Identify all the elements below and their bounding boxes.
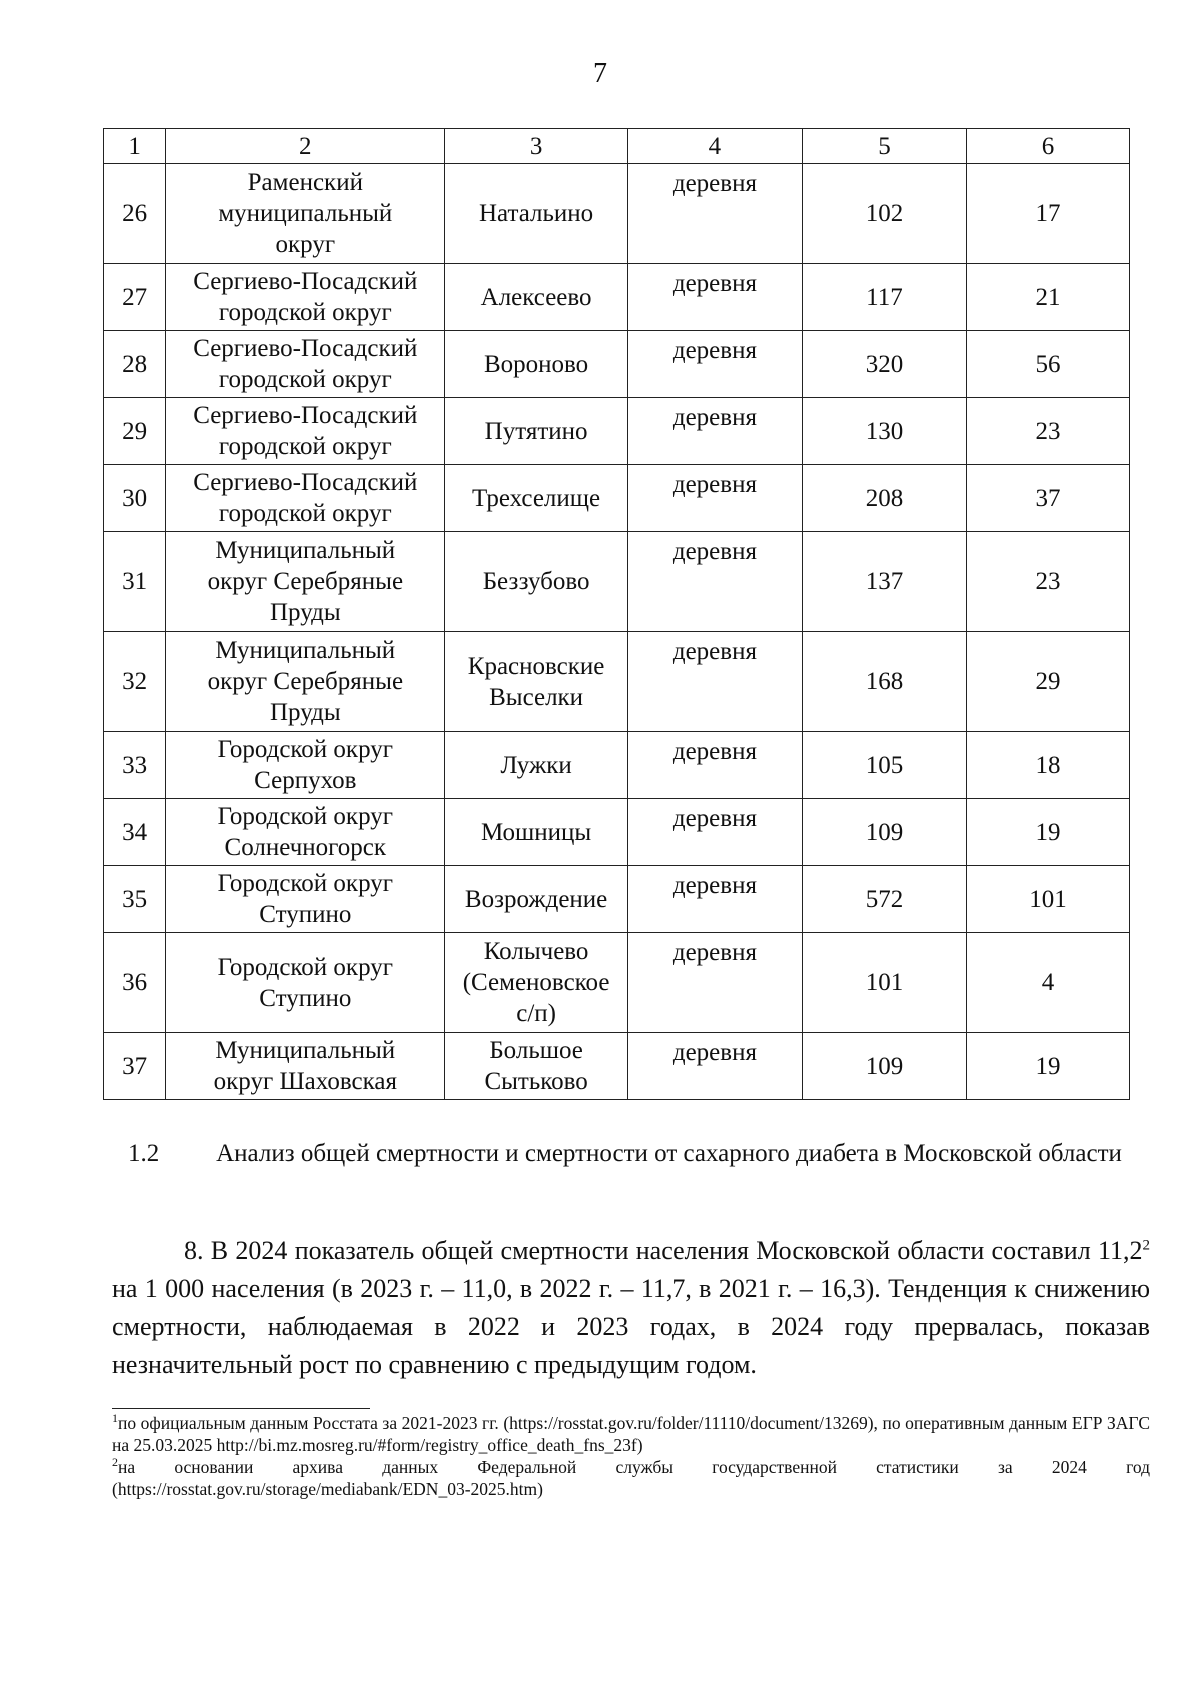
locality-cell <box>445 398 628 465</box>
footnote-divider <box>112 1408 370 1409</box>
footnote-mark: 1 <box>112 1411 118 1426</box>
locality-line: Путятино <box>484 417 588 445</box>
district-line: округ Серебряные <box>207 668 404 695</box>
table-row <box>104 799 1130 866</box>
value-cell-5: 130 <box>802 398 966 465</box>
row-number-cell: 31 <box>104 532 166 632</box>
value-cell-6: 37 <box>966 465 1129 532</box>
locality-type-cell: деревня <box>627 933 802 1033</box>
district-line: Пруды <box>269 699 341 726</box>
locality-type-cell: деревня <box>627 632 802 732</box>
table-row <box>104 732 1130 799</box>
district-cell <box>166 398 445 465</box>
body-paragraph <box>112 1232 1150 1384</box>
value-cell-6: 21 <box>966 264 1129 331</box>
table-row <box>104 933 1130 1033</box>
section-number: 1.2 <box>128 1140 160 1167</box>
value-cell-5: 101 <box>802 933 966 1033</box>
value-cell-6: 101 <box>966 866 1129 933</box>
locality-line: Большое <box>489 1037 583 1064</box>
district-line: Пруды <box>269 599 341 626</box>
row-number-cell: 36 <box>104 933 166 1033</box>
header-cell: 6 <box>966 129 1129 164</box>
value-cell-6: 29 <box>966 632 1129 732</box>
locality-line: Красновские <box>467 652 605 680</box>
locality-cell <box>445 933 628 1033</box>
district-line: округ Шаховская <box>213 1068 397 1095</box>
table-body <box>104 129 1130 1100</box>
section-title: Анализ общей смертности и смертности от сахарного диабета в Московской области <box>216 1140 1122 1167</box>
district-line: Сергиево-Посадский <box>193 335 418 362</box>
row-number-cell: 33 <box>104 732 166 799</box>
district-line: Городской округ <box>217 870 394 897</box>
value-cell-5: 109 <box>802 1033 966 1100</box>
footnote-ref: 2 <box>1142 1237 1150 1254</box>
district-line: Городской округ <box>217 803 394 830</box>
section-heading <box>128 1137 1133 1170</box>
locality-cell <box>445 465 628 532</box>
locality-cell <box>445 331 628 398</box>
value-cell-5: 168 <box>802 632 966 732</box>
district-line: Ступино <box>259 901 352 928</box>
district-line: Сергиево-Посадский <box>193 402 418 429</box>
value-cell-5: 117 <box>802 264 966 331</box>
locality-type-cell: деревня <box>627 799 802 866</box>
table-row <box>104 866 1130 933</box>
table-row <box>104 164 1130 264</box>
value-cell-5: 137 <box>802 532 966 632</box>
locality-line: Натальино <box>479 200 594 227</box>
district-line: Муниципальный <box>215 637 396 664</box>
locality-line: Сытьково <box>484 1068 588 1095</box>
row-number-cell: 30 <box>104 465 166 532</box>
value-cell-6: 19 <box>966 799 1129 866</box>
district-line: городской округ <box>218 433 392 460</box>
district-line: Раменский <box>247 169 363 196</box>
localities-table <box>103 128 1130 1100</box>
district-cell <box>166 1033 445 1100</box>
row-number-cell: 37 <box>104 1033 166 1100</box>
district-cell <box>166 933 445 1033</box>
locality-type-cell: деревня <box>627 732 802 799</box>
district-cell <box>166 732 445 799</box>
header-cell: 4 <box>627 129 802 164</box>
district-line: Солнечногорск <box>224 834 387 861</box>
locality-line: Алексеево <box>480 283 592 311</box>
row-number-cell: 26 <box>104 164 166 264</box>
row-number-cell: 29 <box>104 398 166 465</box>
page-number: 7 <box>593 58 607 89</box>
table-row <box>104 632 1130 732</box>
value-cell-6: 23 <box>966 398 1129 465</box>
locality-cell <box>445 164 628 264</box>
locality-cell <box>445 532 628 632</box>
footnote <box>112 1412 1150 1456</box>
locality-line: Колычево <box>483 938 589 965</box>
paragraph-text: на 1 000 населения (в 2023 г. – 11,0, в 2022 г. – 11,7, в 2021 г. – 16,3). Тенденция к снижению смертности, наблюдаемая в 2022 и 2023 годах, в 2024 году прервалась, показав незначительный рост по сравнению с предыдущим годом. <box>112 1274 1150 1379</box>
locality-line: Лужки <box>500 751 572 779</box>
district-cell <box>166 331 445 398</box>
district-cell <box>166 465 445 532</box>
locality-type-cell: деревня <box>627 264 802 331</box>
row-number-cell: 27 <box>104 264 166 331</box>
district-cell <box>166 264 445 331</box>
district-line: Муниципальный <box>215 1037 396 1064</box>
footnote-text: по официальным данным Росстата за 2021-2023 гг. (https://rosstat.gov.ru/folder/11110/document/13269), по оперативным данным ЕГР ЗАГС на 25.03.2025 http://bi.mz.mosreg.ru/#form/registry_office_death_fns_23f) <box>112 1413 1150 1455</box>
district-line: Ступино <box>259 984 352 1012</box>
value-cell-5: 105 <box>802 732 966 799</box>
district-line: Сергиево-Посадский <box>193 268 418 295</box>
table-row <box>104 1033 1130 1100</box>
locality-line: Беззубово <box>482 568 590 595</box>
footnote-text: на основании архива данных Федеральной службы государственной статистики за 2024 год (https://rosstat.gov.ru/storage/mediabank/EDN_03-2025.htm) <box>112 1457 1150 1499</box>
value-cell-6: 56 <box>966 331 1129 398</box>
table-row <box>104 465 1130 532</box>
district-cell <box>166 632 445 732</box>
value-cell-6: 18 <box>966 732 1129 799</box>
value-cell-6: 4 <box>966 933 1129 1033</box>
value-cell-6: 23 <box>966 532 1129 632</box>
header-cell: 5 <box>802 129 966 164</box>
locality-cell <box>445 732 628 799</box>
district-line: городской округ <box>218 299 392 326</box>
district-line: городской округ <box>218 366 392 393</box>
locality-cell <box>445 1033 628 1100</box>
value-cell-5: 208 <box>802 465 966 532</box>
locality-type-cell: деревня <box>627 1033 802 1100</box>
row-number-cell: 28 <box>104 331 166 398</box>
locality-line: Мошницы <box>480 818 592 846</box>
locality-type-cell: деревня <box>627 465 802 532</box>
locality-line: Выселки <box>489 683 584 711</box>
locality-line: Возрождение <box>464 885 608 913</box>
table-row <box>104 398 1130 465</box>
locality-cell <box>445 866 628 933</box>
footnote-mark: 2 <box>112 1455 118 1470</box>
locality-line: с/п) <box>516 1000 556 1027</box>
locality-cell <box>445 799 628 866</box>
value-cell-6: 17 <box>966 164 1129 264</box>
row-number-cell: 32 <box>104 632 166 732</box>
locality-cell <box>445 632 628 732</box>
locality-cell <box>445 264 628 331</box>
district-line: Сергиево-Посадский <box>193 469 418 496</box>
paragraph-text: 8. В 2024 показатель общей смертности населения Московской области составил 11,2 <box>184 1236 1143 1265</box>
value-cell-5: 102 <box>802 164 966 264</box>
table-header-row <box>104 129 1130 164</box>
footnotes <box>112 1412 1150 1500</box>
district-cell <box>166 866 445 933</box>
district-cell <box>166 799 445 866</box>
locality-type-cell: деревня <box>627 331 802 398</box>
header-cell: 1 <box>104 129 166 164</box>
district-line: округ Серебряные <box>207 568 404 595</box>
row-number-cell: 35 <box>104 866 166 933</box>
header-cell: 3 <box>445 129 628 164</box>
footnote <box>112 1456 1150 1500</box>
table-row <box>104 264 1130 331</box>
district-line: Городской округ <box>217 953 394 981</box>
table-row <box>104 532 1130 632</box>
value-cell-5: 320 <box>802 331 966 398</box>
table-row <box>104 331 1130 398</box>
value-cell-5: 109 <box>802 799 966 866</box>
locality-type-cell: деревня <box>627 398 802 465</box>
district-cell <box>166 164 445 264</box>
district-line: округ <box>275 231 336 258</box>
district-line: муниципальный <box>218 200 393 227</box>
locality-line: (Семеновское <box>462 969 610 996</box>
locality-type-cell: деревня <box>627 532 802 632</box>
value-cell-6: 19 <box>966 1033 1129 1100</box>
district-line: городской округ <box>218 500 392 527</box>
row-number-cell: 34 <box>104 799 166 866</box>
locality-type-cell: деревня <box>627 866 802 933</box>
value-cell-5: 572 <box>802 866 966 933</box>
district-line: Городской округ <box>217 736 394 763</box>
locality-line: Трехселище <box>472 484 601 512</box>
district-line: Муниципальный <box>215 537 396 564</box>
district-cell <box>166 532 445 632</box>
district-line: Серпухов <box>254 767 357 794</box>
locality-line: Вороново <box>484 350 589 378</box>
header-cell: 2 <box>166 129 445 164</box>
locality-type-cell: деревня <box>627 164 802 264</box>
